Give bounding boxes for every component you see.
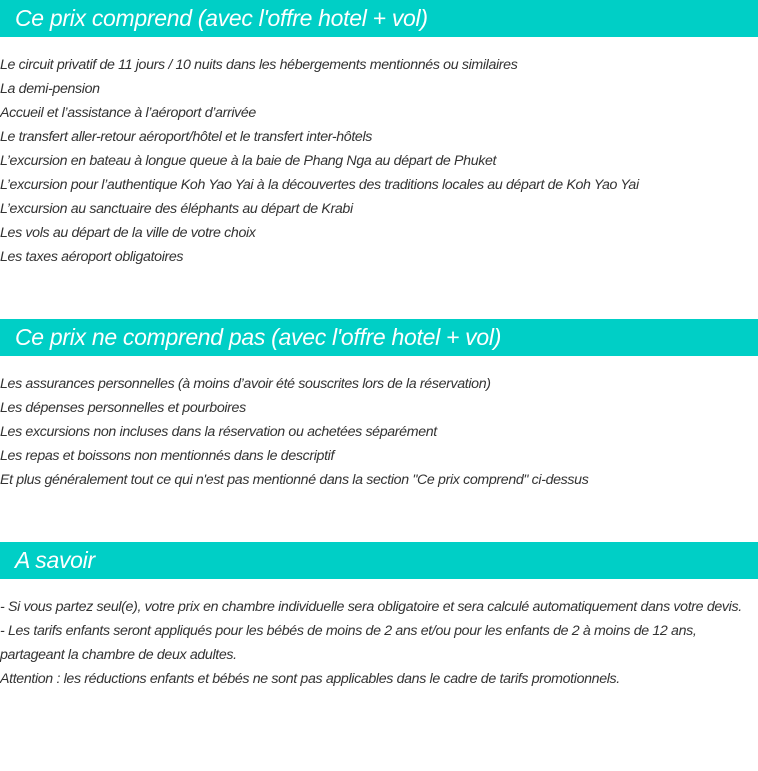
excluded-item: Les dépenses personnelles et pourboires [0, 400, 246, 416]
excluded-item: Les excursions non incluses dans la réservation ou achetées séparément [0, 424, 437, 440]
info-list [0, 595, 758, 691]
included-item: L’excursion au sanctuaire des éléphants au départ de Krabi [0, 201, 353, 217]
info-section [0, 542, 758, 691]
info-item: - Les tarifs enfants seront appliqués pour les bébés de moins de 2 ans et/ou pour les enfants de 2 à moins de 12 ans, partageant la chambre de deux adultes. [0, 623, 697, 663]
included-item: Accueil et l’assistance à l’aéroport d’arrivée [0, 105, 256, 121]
info-header [0, 542, 758, 579]
included-header [0, 0, 758, 37]
excluded-item: Et plus généralement tout ce qui n'est pas mentionné dans la section "Ce prix comprend" ci-dessus [0, 472, 589, 488]
included-item: L’excursion en bateau à longue queue à la baie de Phang Nga au départ de Phuket [0, 153, 497, 169]
info-title: A savoir [15, 547, 95, 573]
excluded-item: Les assurances personnelles (à moins d’avoir été souscrites lors de la réservation) [0, 376, 491, 392]
included-item: Le circuit privatif de 11 jours / 10 nuits dans les hébergements mentionnés ou similaires [0, 57, 518, 73]
excluded-title: Ce prix ne comprend pas (avec l'offre hotel + vol) [15, 324, 502, 350]
included-item: Les taxes aéroport obligatoires [0, 249, 184, 265]
included-title: Ce prix comprend (avec l'offre hotel + vol) [15, 5, 428, 31]
included-item: Les vols au départ de la ville de votre choix [0, 225, 256, 241]
included-section [0, 0, 758, 269]
excluded-item: Les repas et boissons non mentionnés dans le descriptif [0, 448, 335, 464]
included-list [0, 53, 758, 269]
info-item: Attention : les réductions enfants et bébés ne sont pas applicables dans le cadre de tarifs promotionnels. [0, 671, 620, 687]
included-item: Le transfert aller-retour aéroport/hôtel et le transfert inter-hôtels [0, 129, 372, 145]
excluded-list [0, 372, 758, 492]
info-item: - Si vous partez seul(e), votre prix en chambre individuelle sera obligatoire et sera calculé automatiquement dans votre devis. [0, 599, 742, 615]
excluded-section [0, 319, 758, 492]
excluded-header [0, 319, 758, 356]
included-item: L’excursion pour l’authentique Koh Yao Yai à la découvertes des traditions locales au départ de Koh Yao Yai [0, 177, 639, 193]
included-item: La demi-pension [0, 81, 100, 97]
